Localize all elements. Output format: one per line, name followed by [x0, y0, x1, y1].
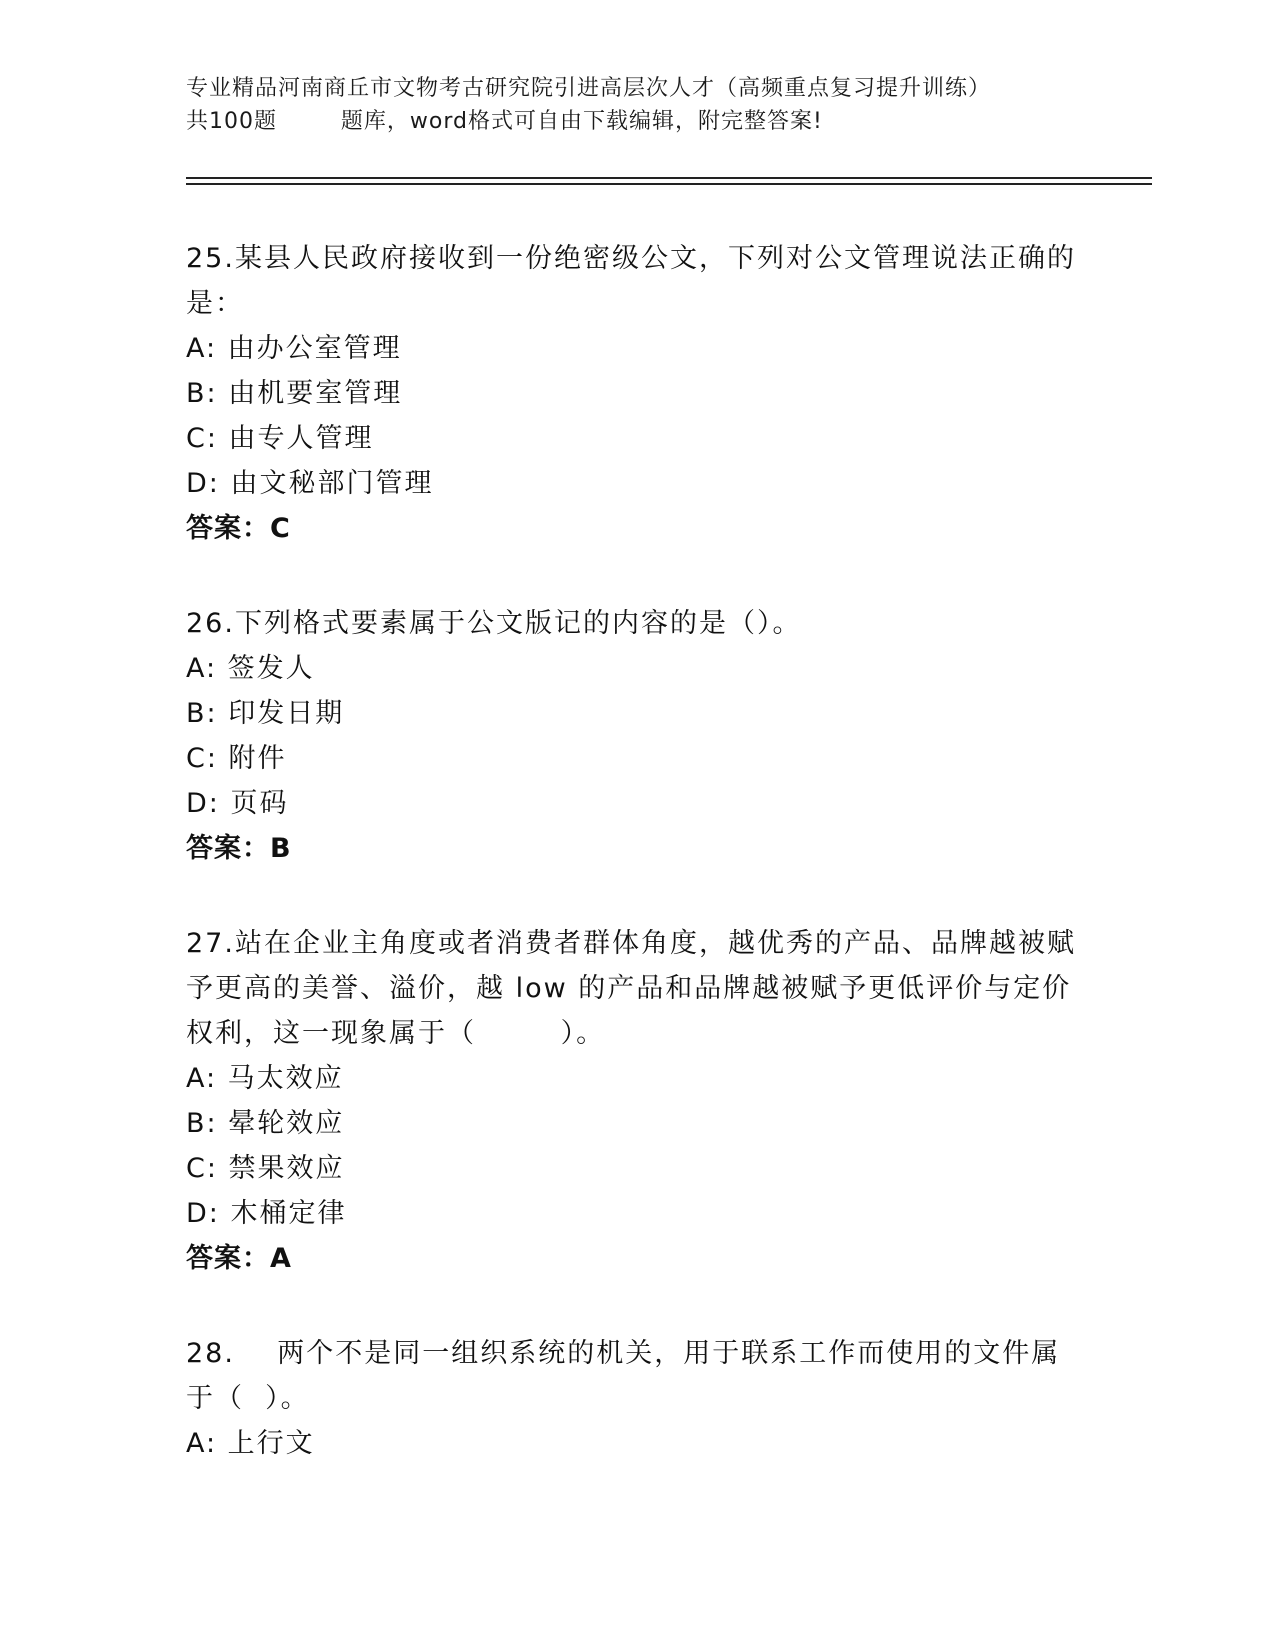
answer-line: 答案：B: [186, 833, 292, 864]
option-b: B: 印发日期: [186, 698, 345, 729]
header-subtitle-line: 共100题 题库，word格式可自由下载编辑，附完整答案!: [186, 109, 823, 134]
option-b: B: 由机要室管理: [186, 378, 403, 409]
option-c: C: 由专人管理: [186, 423, 374, 454]
option-d: D: 由文秘部门管理: [186, 468, 434, 499]
header-divider-bottom: [186, 183, 1152, 185]
option-a: A: 上行文: [186, 1428, 315, 1459]
answer-line: 答案：A: [186, 1243, 292, 1274]
question-stem: 26.下列格式要素属于公文版记的内容的是（）。: [186, 608, 802, 639]
answer-line: 答案：C: [186, 513, 291, 544]
document-header: [186, 72, 1066, 138]
option-a: A: 由办公室管理: [186, 333, 402, 364]
question-stem: 25.某县人民政府接收到一份绝密级公文，下列对公文管理说法正确的是：: [186, 243, 1076, 319]
question-stem: 27.站在企业主角度或者消费者群体角度，越优秀的产品、品牌越被赋予更高的美誉、溢价，越 low 的产品和品牌越被赋予更低评价与定价权利，这一现象属于（ ）。: [186, 928, 1076, 1049]
question-25: [186, 236, 1086, 551]
option-d: D: 页码: [186, 788, 289, 819]
option-b: B: 晕轮效应: [186, 1108, 345, 1139]
header-title-line: 专业精品河南商丘市文物考古研究院引进高层次人才（高频重点复习提升训练）: [186, 76, 992, 101]
question-28: [186, 1331, 1086, 1466]
question-list: [186, 236, 1086, 1516]
question-stem: 28. 两个不是同一组织系统的机关，用于联系工作而使用的文件属于（ ）。: [186, 1338, 1061, 1414]
question-26: [186, 601, 1086, 871]
header-divider-top: [186, 177, 1152, 179]
option-c: C: 附件: [186, 743, 287, 774]
option-c: C: 禁果效应: [186, 1153, 345, 1184]
option-d: D: 木桶定律: [186, 1198, 347, 1229]
option-a: A: 马太效应: [186, 1063, 344, 1094]
question-27: [186, 921, 1086, 1281]
option-a: A: 签发人: [186, 653, 315, 684]
